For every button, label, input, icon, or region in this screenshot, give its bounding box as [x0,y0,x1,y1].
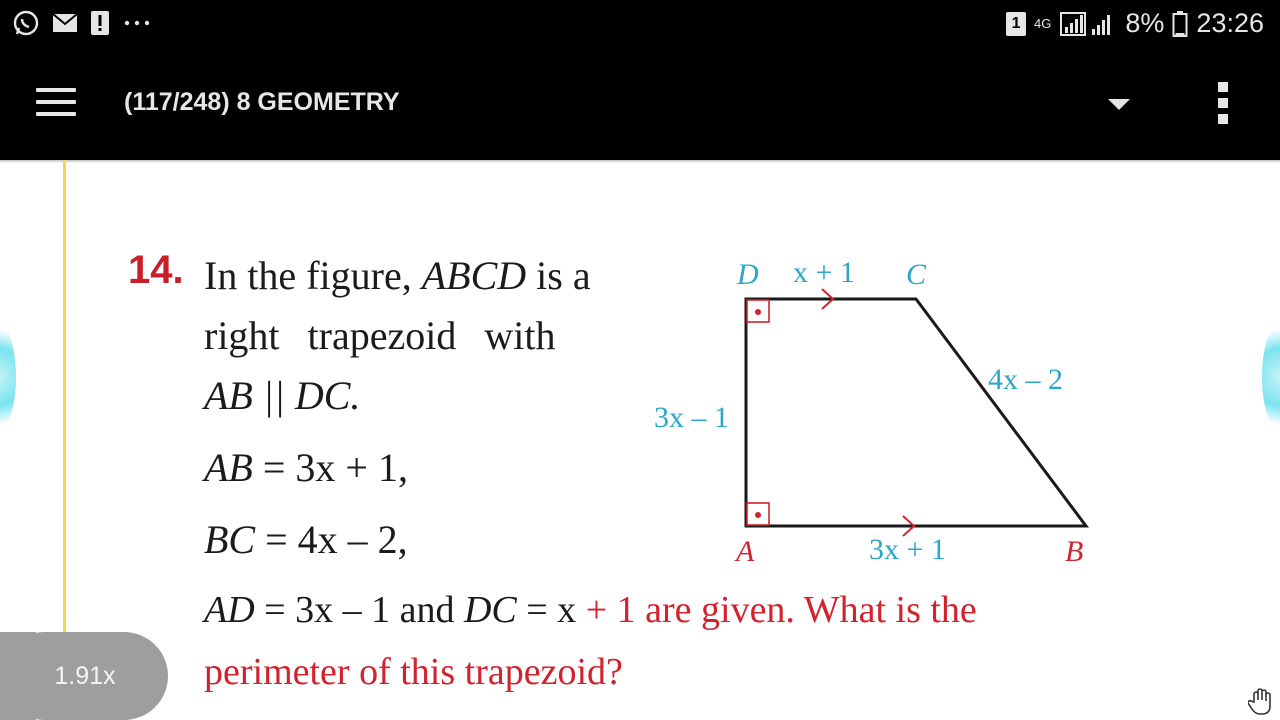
eq1-rhs: = 3x + 1, [262,445,408,490]
dropdown-arrow-icon[interactable] [1108,99,1130,110]
equation-ab [204,444,408,491]
vertex-b: B [1065,535,1084,568]
line1-ital: ABCD [421,253,527,298]
label-left: 3x – 1 [654,401,729,434]
equation-ad-dc [204,588,977,632]
whatsapp-icon [12,9,40,37]
hamburger-menu-icon[interactable] [36,88,76,122]
eq3-b: = 3x – 1 and [264,589,464,631]
line1-pre: In the figure, [204,253,422,298]
problem-line-3 [204,372,360,419]
status-right [1006,8,1264,39]
line1-post: is a [526,253,591,298]
zoom-level-chip[interactable] [0,632,168,720]
eq3-red: + 1 are given. What is the [576,589,977,631]
vertex-a: A [736,535,755,568]
eq2-lhs: BC [204,517,256,562]
vertex-d: D [737,258,759,291]
sim-badge: 1 [1006,12,1026,36]
zoom-level-label: 1.91x [54,661,116,690]
label-bottom: 3x + 1 [869,533,946,566]
label-top: x + 1 [793,256,855,289]
pan-hand-icon[interactable] [1248,686,1276,716]
mail-icon [52,11,78,35]
question-last-line: perimeter of this trapezoid? [204,651,623,693]
signal-icon [1059,11,1117,37]
eq3-c: DC [463,589,517,631]
eq1-lhs: AB [204,445,253,490]
status-left-icons [12,9,152,37]
overflow-menu-icon[interactable] [1216,82,1230,128]
line3-text: AB || DC. [204,373,361,418]
eq3-d: = x [526,589,577,631]
app-bar [0,50,1280,160]
document-title: (117/248) 8 GEOMETRY [124,88,400,116]
clock: 23:26 [1196,8,1264,38]
battery-percent: 8% [1125,8,1165,38]
alert-icon [90,9,110,37]
eq3-a: AD [204,589,255,631]
question-number: 14. [128,248,184,292]
more-dots-icon [122,18,152,28]
equation-bc [204,516,408,563]
eq2-rhs: = 4x – 2, [265,517,408,562]
battery-icon [1172,10,1188,38]
problem-line-1 [204,252,591,299]
document-page[interactable] [0,160,1280,720]
appbar-shadow [0,160,1280,163]
network-type: 4G [1034,16,1052,31]
status-bar [0,0,1280,50]
vertex-c: C [906,258,927,291]
label-right: 4x – 2 [988,363,1063,396]
problem-line-2: right trapezoid with [204,313,556,358]
